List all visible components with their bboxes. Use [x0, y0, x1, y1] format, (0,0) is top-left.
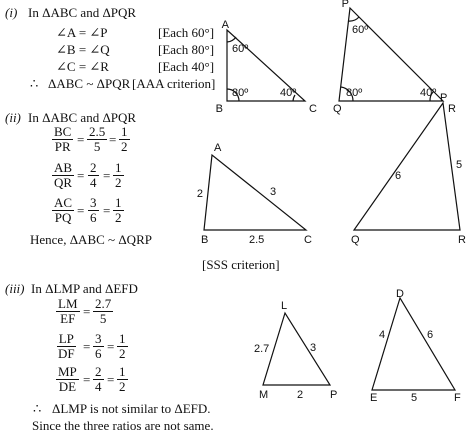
part3-ratio1-mid-num: 2.7: [95, 296, 112, 311]
part2-ratio3-mid-num: 3: [90, 195, 97, 210]
vertex-p-label: P: [330, 389, 338, 401]
equals-sign: =: [77, 203, 85, 218]
equals-sign: =: [107, 339, 115, 354]
part3-ratio3-mid-num: 2: [95, 364, 102, 379]
equals-sign: =: [103, 203, 111, 218]
part2-ratio3-left-num: AC: [54, 195, 73, 210]
part2-ratio1-mid-num: 2.5: [89, 124, 106, 139]
part2-ratio1-mid-den: 5: [93, 139, 101, 154]
part3-conclusion: ΔLMP is not similar to ΔEFD.: [52, 401, 211, 416]
vertex-a-label: A: [214, 142, 222, 154]
part3-ratio1-mid-den: 5: [99, 311, 107, 326]
part1-conclusion: ΔABC ~ ΔPQR: [48, 76, 131, 91]
part3-therefore-symbol: ∴: [33, 401, 42, 416]
angle-b-label: 80º: [232, 87, 249, 99]
angle-arc-a: [227, 37, 236, 42]
part2-ratio3-right-num: 1: [115, 195, 122, 210]
part2-ratio1-right-den: 2: [121, 139, 128, 154]
part2-ratio2-left-num: AB: [54, 160, 73, 175]
side-mp-label: 2: [297, 389, 304, 401]
part2-criterion: [SSS criterion]: [202, 257, 280, 272]
side-lp-label: 3: [310, 342, 317, 354]
part3-ratio1-left-num: LM: [58, 296, 78, 311]
vertex-a-label: A: [221, 19, 229, 31]
part2-hence: Hence, ΔABC ~ ΔQRP: [30, 232, 152, 247]
vertex-m-label: M: [259, 389, 269, 401]
part1-criterion: [AAA criterion]: [132, 76, 216, 91]
part1-row2-eq: ∠B = ∠Q: [56, 42, 110, 57]
part2-ratio1-right-num: 1: [121, 124, 128, 139]
part3-ratio3-left-num: MP: [58, 364, 77, 379]
angle-arc-p: [348, 17, 359, 21]
vertex-r-label: R: [458, 234, 466, 246]
equals-sign: =: [83, 372, 91, 387]
side-ab-label: 2: [196, 188, 203, 200]
vertex-l-label: L: [281, 300, 288, 312]
vertex-p-label: P: [440, 92, 448, 104]
part1-row1-reason: [Each 60°]: [158, 25, 215, 40]
angle-r-label: 40º: [420, 87, 437, 99]
equals-sign: =: [77, 132, 85, 147]
vertex-f-label: F: [454, 392, 461, 404]
part2-ratio3-mid-den: 6: [90, 210, 97, 225]
part1-row2-reason: [Each 80°]: [158, 42, 215, 57]
part2-ratio2-right-num: 1: [115, 160, 122, 175]
triangle-def: [372, 298, 455, 390]
vertex-b-label: B: [215, 103, 223, 115]
equals-sign: =: [107, 372, 115, 387]
side-ef-label: 5: [411, 392, 418, 404]
triangle-pqr-ii: [354, 103, 463, 230]
vertex-d-label: D: [396, 288, 404, 300]
part1-row1-eq: ∠A = ∠P: [56, 25, 108, 40]
equals-sign: =: [103, 168, 111, 183]
part1-row3-eq: ∠C = ∠R: [56, 59, 109, 74]
equals-sign: =: [109, 132, 117, 147]
equals-sign: =: [83, 339, 91, 354]
part1-number: (i): [5, 5, 18, 20]
part2-number: (ii): [5, 110, 21, 125]
side-de-label: 4: [379, 329, 386, 341]
triangle-abc-ii: [204, 155, 306, 230]
part3-ratio2-right-den: 2: [119, 346, 126, 361]
part2-ratio2-left-den: QR: [54, 175, 73, 190]
angle-c-label: 40º: [280, 87, 297, 99]
part3-ratio3-right-num: 1: [119, 364, 126, 379]
part2-ratio1-left-num: BC: [54, 124, 72, 139]
equals-sign: =: [77, 168, 85, 183]
vertex-q-label: Q: [333, 103, 342, 115]
vertex-r-label: R: [448, 103, 456, 115]
part2-ratio2-right-den: 2: [115, 175, 122, 190]
side-df-label: 6: [427, 329, 434, 341]
part3-ratio3-right-den: 2: [119, 379, 126, 394]
side-qp-label: 6: [395, 170, 402, 182]
equals-sign: =: [83, 304, 91, 319]
part3-ratio2-left-num: LP: [58, 331, 74, 346]
part2-ratio2-mid-den: 4: [90, 175, 97, 190]
vertex-c-label: C: [304, 234, 312, 246]
part3-ratio2-mid-num: 3: [95, 331, 102, 346]
side-lm-label: 2.7: [254, 343, 270, 355]
vertex-q-label: Q: [351, 234, 360, 246]
part3-reason: Since the three ratios are not same.: [32, 418, 214, 433]
part3-ratio3-mid-den: 4: [95, 379, 102, 394]
side-pr-label: 5: [456, 159, 463, 171]
part2-ratio3-right-den: 2: [115, 210, 122, 225]
angle-p-label: 60º: [352, 24, 369, 36]
part2-ratio3-left-den: PQ: [54, 210, 72, 225]
part3-intro: In ΔLMP and ΔEFD: [31, 281, 138, 296]
part1-therefore-symbol: ∴: [30, 76, 39, 91]
vertex-p-label: P: [341, 0, 349, 10]
part3-number: (iii): [5, 281, 25, 296]
vertex-b-label: B: [201, 234, 209, 246]
part1-row3-reason: [Each 40°]: [158, 59, 215, 74]
part1-intro: In ΔABC and ΔPQR: [28, 5, 137, 20]
part3-ratio2-mid-den: 6: [95, 346, 102, 361]
triangle-lmp: [263, 313, 330, 385]
side-ac-label: 3: [270, 186, 277, 198]
part3-ratio2-left-den: DF: [58, 346, 75, 361]
angle-q-label: 80º: [346, 87, 363, 99]
part3-ratio3-left-den: DE: [58, 379, 77, 394]
part2-ratio2-mid-num: 2: [90, 160, 97, 175]
side-bc-label: 2.5: [249, 234, 265, 246]
angle-a-label: 60º: [232, 43, 249, 55]
part3-ratio1-left-den: EF: [60, 311, 76, 326]
part2-ratio1-left-den: PR: [54, 139, 71, 154]
part2-intro: In ΔABC and ΔPQR: [28, 110, 137, 125]
vertex-e-label: E: [370, 392, 378, 404]
part3-ratio2-right-num: 1: [119, 331, 126, 346]
vertex-c-label: C: [309, 103, 317, 115]
